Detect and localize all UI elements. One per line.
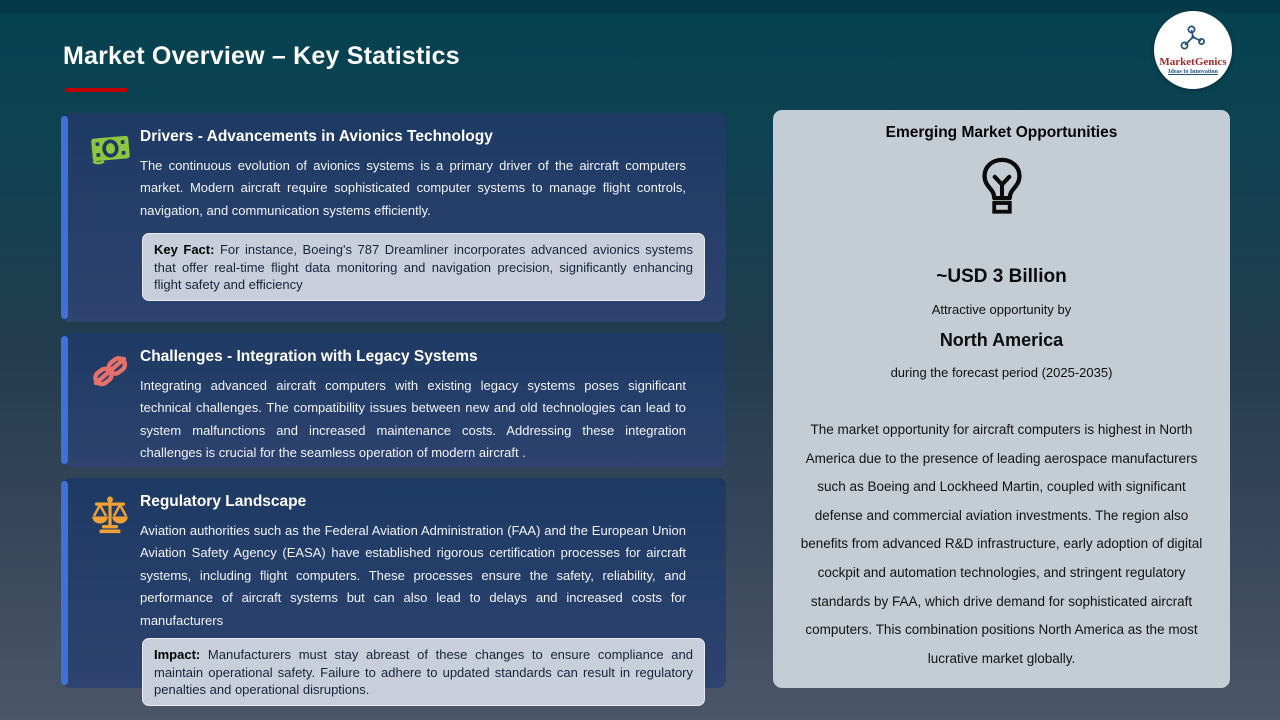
card-regulatory-body: Aviation authorities such as the Federal Aviation Administration (FAA) and the European Union Aviation Safety Agency (EASA) have established rigorous certification processes for aircraft systems, including flight computers. These processes ensure the safety, reliability, and performance of aircraft systems but can also lead to delays and increased costs for manufacturers [140,523,686,628]
logo-name: MarketGenics [1159,55,1227,68]
opportunity-panel [773,110,1230,688]
opportunity-period: during the forecast period (2025-2035) [890,365,1113,380]
logo [1154,11,1232,89]
title-underline [65,88,127,92]
card-drivers-title: Drivers - Advancements in Avionics Technology [140,128,493,145]
logo-tagline: Ideas to Innovation [1168,69,1218,76]
opportunity-caption: Attractive opportunity by [931,302,1072,317]
impact-box [142,638,705,705]
card-challenges [62,333,726,467]
card-challenges-body: Integrating advanced aircraft computers with existing legacy systems poses significant technical challenges. The compatibility issues between new and old technologies can lead to system malfunctions and increased maintenance costs. Addressing these integration challenges is crucial for the seamless operation of modern aircraft . [140,378,686,461]
key-fact-label: Key Fact: [154,242,215,258]
key-fact-box [142,233,705,300]
scales-icon [88,495,132,535]
impact-text: Manufacturers must stay abreast of these changes to ensure compliance and maintain operational safety. Failure to adhere to updated standards can result in regulatory penalties and operational disruptions. [154,647,693,697]
key-fact-text: For instance, Boeing's 787 Dreamliner incorporates advanced avionics systems that offer real-time flight data monitoring and navigation precision, significantly enhancing flight safety and efficiency [154,242,693,292]
broken-link-icon [88,350,132,390]
card-drivers-body: The continuous evolution of avionics systems is a primary driver of the aircraft computers market. Modern aircraft require sophisticated computer systems to manage flight controls, navigation, and communication systems efficiently. [140,158,686,218]
opportunity-value: ~USD 3 Billion [936,266,1067,287]
money-bill-icon [88,130,132,170]
top-accent-strip [0,0,1280,13]
page-title: Market Overview – Key Statistics [63,42,460,70]
card-regulatory [62,478,726,697]
lightbulb-icon [795,156,1208,218]
card-regulatory-title: Regulatory Landscape [140,493,307,510]
impact-label: Impact: [154,647,201,663]
card-challenges-title: Challenges - Integration with Legacy Systems [140,348,478,365]
opportunity-title: Emerging Market Opportunities [885,124,1118,141]
opportunity-region: North America [939,330,1064,350]
opportunity-description: The market opportunity for aircraft computers is highest in North America due to the presence of leading aerospace manufacturers such as Boeing and Lockheed Martin, coupled with significant defense and commercial aviation investments. The region also benefits from advanced R&D infrastructure, early adoption of digital cockpit and automation technologies, and stringent regulatory standards by FAA, which drive demand for sophisticated aircraft computers. This combination positions North America as the most lucrative market globally. [800,422,1203,666]
card-drivers [62,113,726,322]
molecule-icon [1178,25,1208,56]
